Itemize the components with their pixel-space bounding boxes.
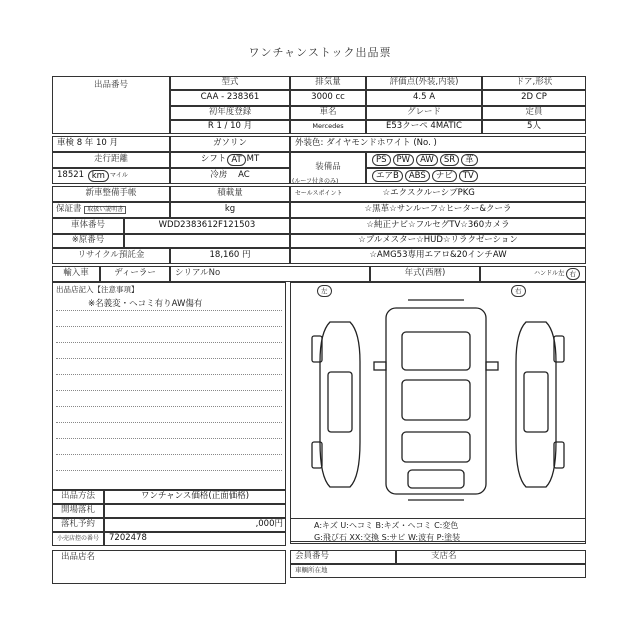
branch-label: 支店名 — [396, 550, 586, 564]
notes-ruled-line — [56, 422, 282, 423]
shift-mt: MT — [246, 154, 260, 165]
notes-ruled-line — [56, 470, 282, 471]
ac-label: 冷房 — [210, 170, 228, 181]
sheet-title: ワンチャンストック出品票 — [248, 46, 392, 59]
handle-cell — [480, 266, 586, 282]
vin-label: 車体番号 — [52, 218, 124, 234]
recycle-label: リサイクル預託金 — [52, 248, 170, 264]
buyer-location-label: 車輌所在地 — [290, 564, 586, 578]
notes-ruled-line — [56, 358, 282, 359]
loading-label: 積載量 — [170, 186, 290, 202]
notes-ruled-line — [56, 310, 282, 311]
equipment-row-1 — [366, 152, 586, 168]
import-label: 輸入車 — [52, 266, 100, 282]
sales-point-1-text: ☆エクスクルーシブPKG — [382, 188, 475, 199]
equip-leather: 革 — [461, 154, 478, 166]
warranty-cell — [52, 202, 170, 218]
notes-ruled-line — [56, 454, 282, 455]
shift-at: AT — [227, 154, 245, 166]
date-value — [104, 504, 286, 518]
sales-point-4: ☆ブルメスター☆HUD☆リラクゼーション — [290, 234, 586, 248]
vin-value: WDD2383612F121503 — [124, 218, 290, 234]
mileage-mile: マイル — [109, 171, 128, 179]
sales-point-2: ☆黒革☆サンルーフ☆ヒーター&クーラ — [290, 202, 586, 218]
door-label: ドア,形状 — [482, 76, 586, 90]
equipment-note: (ルーフ付きのみ) — [292, 178, 339, 185]
engine-number-label: ※原番号 — [52, 234, 124, 248]
seats-label: 定員 — [482, 106, 586, 120]
method-label: 出品方法 — [52, 490, 104, 504]
store-name-label: 出品店名 — [61, 552, 96, 562]
exterior-color-label: 外装色: — [295, 138, 324, 149]
handle-label: ハンドル — [533, 269, 558, 277]
mileage-value: 18521 — [57, 170, 85, 181]
score-value: 4.5 A — [366, 90, 482, 106]
equipment-label: 装備品 — [290, 152, 366, 184]
grade-value: E53クーペ 4MATIC — [366, 120, 482, 134]
first-registration-value: R 1 / 10 月 — [170, 120, 290, 134]
notes-line-1: ※名義変・ヘコミ有りAW傷有 — [88, 299, 203, 309]
legend-line-2: G:飛び石 XX:交換 S:サビ W:波有 P:塗装 — [314, 533, 461, 542]
equip-ps: PS — [372, 154, 391, 166]
make-label: 車名 — [290, 106, 366, 120]
notes-ruled-line — [56, 342, 282, 343]
model-value: CAA - 238361 — [170, 90, 290, 106]
first-registration-label: 初年度登録 — [170, 106, 290, 120]
score-label: 評価点(外装,内装) — [366, 76, 482, 90]
ac-cell — [170, 168, 290, 184]
receipt-label: 小売店控の番号 — [52, 532, 104, 546]
grade-label: グレード — [366, 106, 482, 120]
notes-ruled-line — [56, 326, 282, 327]
notes-box — [52, 282, 286, 490]
inspection-expiry: 車検 8 年 10 月 — [52, 136, 170, 152]
notes-ruled-line — [56, 406, 282, 407]
diagram-right-label: 右 — [511, 285, 526, 297]
member-label: 会員番号 — [290, 550, 396, 564]
door-value: 2D CP — [482, 90, 586, 106]
mileage-unit: km — [88, 170, 109, 182]
serial-label: シリアルNo — [170, 266, 370, 282]
notes-header: 出品店記入【注意事項】 — [56, 285, 139, 294]
engine-number-value — [124, 234, 290, 248]
displacement-value: 3000 cc — [290, 90, 366, 106]
handle-left: 左 — [558, 269, 565, 278]
car-outline-icon — [290, 292, 586, 502]
receipt-value: 7202478 — [104, 532, 286, 546]
equip-aw: AW — [416, 154, 438, 166]
make-value: Mercedes — [290, 120, 366, 134]
notes-ruled-line — [56, 438, 282, 439]
auction-sheet — [52, 76, 586, 584]
maintenance-book-label: 新車整備手帳 — [52, 186, 170, 202]
model-label: 型式 — [170, 76, 290, 90]
legend-line-1: A:キズ U:ヘコミ B:キズ・ヘコミ C:変色 — [314, 521, 459, 530]
sales-point-1 — [290, 186, 586, 202]
reserve-label: 落札予約 — [52, 518, 104, 532]
warranty-label: 保証書 — [56, 204, 82, 215]
handle-right: 右 — [566, 268, 581, 280]
equip-tv: TV — [459, 170, 478, 182]
sales-point-label: セールスポイント — [295, 189, 343, 197]
mileage-label: 走行距離 — [52, 152, 170, 168]
equip-abs: ABS — [405, 170, 430, 182]
equip-airbag: エアB — [372, 170, 403, 182]
date-label: 開場落札 — [52, 504, 104, 518]
shift-label: シフト — [200, 154, 227, 165]
equip-navi: ナビ — [432, 170, 457, 182]
recycle-value: 18,160 円 — [170, 248, 290, 264]
diagram-left-label: 左 — [317, 285, 332, 297]
displacement-label: 排気量 — [290, 76, 366, 90]
fuel-type: ガソリン — [170, 136, 290, 152]
equipment-row-2 — [366, 168, 586, 184]
equip-pw: PW — [393, 154, 415, 166]
manual-label: 取扱い説明書 — [84, 206, 126, 215]
reserve-value: ,000円 — [104, 518, 286, 532]
year-label: 年式(西暦) — [370, 266, 480, 282]
import-value: ディーラー — [100, 266, 170, 282]
mileage-value-cell — [52, 168, 170, 184]
loading-value: kg — [170, 202, 290, 218]
equip-sr: SR — [440, 154, 459, 166]
notes-ruled-line — [56, 390, 282, 391]
lot-number-label: 出品番号 — [52, 76, 170, 134]
notes-ruled-line — [56, 374, 282, 375]
ac-value: AC — [238, 170, 250, 181]
sales-point-3: ☆純正ナビ☆フルセグTV☆360カメラ — [290, 218, 586, 234]
store-name-box — [52, 550, 286, 584]
exterior-color — [290, 136, 586, 152]
shift-cell — [170, 152, 290, 168]
seats-value: 5人 — [482, 120, 586, 134]
exterior-color-value: ダイヤモンドホワイト (No. ) — [326, 138, 437, 149]
method-value: ワンチャンス価格(正面価格) — [104, 490, 286, 504]
sales-point-5: ☆AMG53専用エアロ&20インチAW — [290, 248, 586, 264]
